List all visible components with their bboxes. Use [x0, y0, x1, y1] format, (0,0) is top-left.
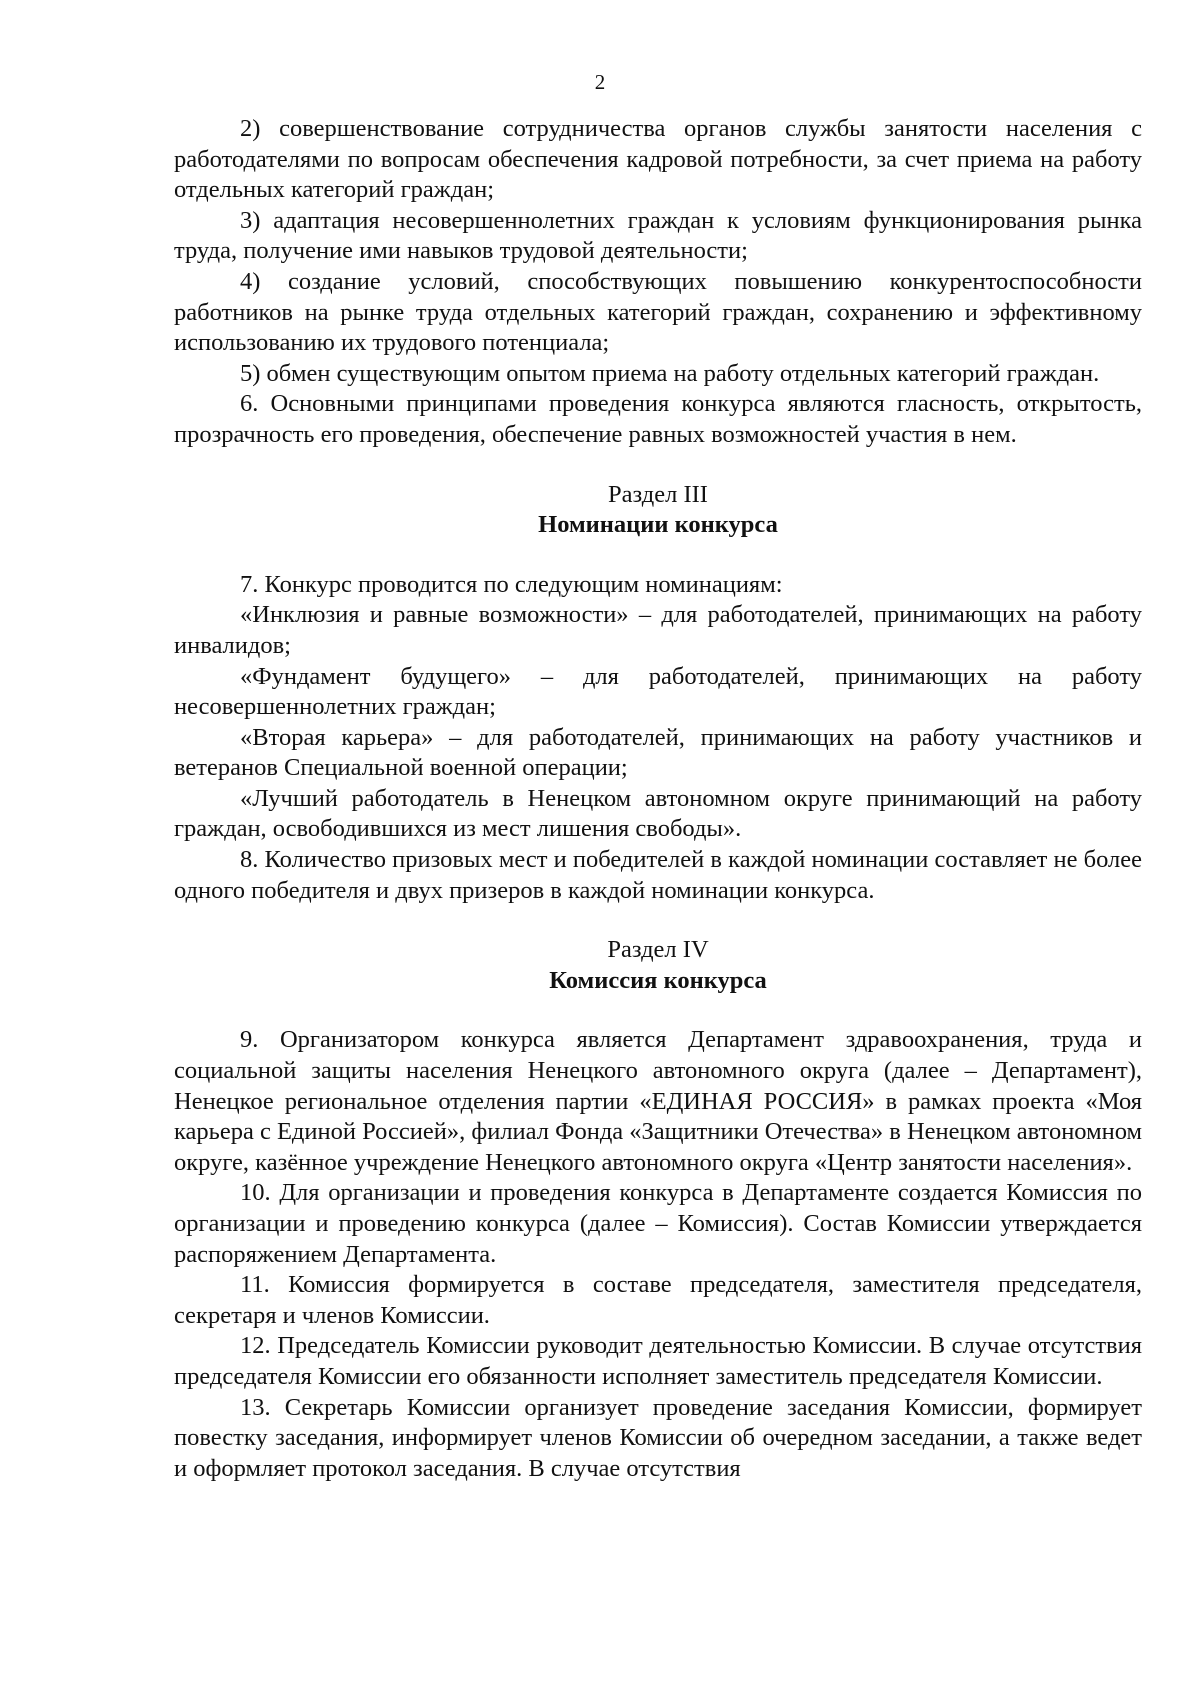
paragraph-7: 7. Конкурс проводится по следующим номинациям: — [240, 570, 783, 598]
paragraph-9: 9. Организатором конкурса является Департамент здравоохранения, труда и социальной защиты населения Ненецкого автономного округа (далее – Департамент), Ненецкое региональное отделения партии «ЕДИНАЯ РОССИЯ» в рамках проекта «Моя карьера с Единой Россией», филиал Фонда «Защитники Отечества» в Ненецком автономном округе, казённое учреждение Ненецкого автономного округа «Центр занятости населения». — [174, 1026, 1142, 1176]
section-4-label: Раздел IV — [607, 936, 709, 964]
nomination-inclusion: «Инклюзия и равные возможности» – для работодателей, принимающих на работу инвалидов; — [174, 601, 1142, 659]
paragraph-12: 12. Председатель Комиссии руководит деятельностью Комиссии. В случае отсутствия председателя Комиссии его обязанности исполняет заместитель председателя Комиссии. — [174, 1332, 1142, 1390]
paragraph-6: 6. Основными принципами проведения конкурса являются гласность, открытость, прозрачность его проведения, обеспечение равных возможностей участия в нем. — [174, 390, 1142, 448]
paragraph-item-2: 2) совершенствование сотрудничества органов службы занятости населения с работодателями по вопросам обеспечения кадровой потребности, за счет приема на работу отдельных категорий граждан; — [174, 115, 1142, 204]
nomination-best-employer: «Лучший работодатель в Ненецком автономном округе принимающий на работу граждан, освободившихся из мест лишения свободы». — [174, 784, 1142, 843]
paragraph-11: 11. Комиссия формируется в составе председателя, заместителя председателя, секретаря и членов Комиссии. — [174, 1271, 1142, 1329]
paragraph-item-3: 3) адаптация несовершеннолетних граждан к условиям функционирования рынка труда, получение ими навыков трудовой деятельности; — [174, 206, 1142, 265]
paragraph-item-4: 4) создание условий, способствующих повышению конкурентоспособности работников на рынке труда отдельных категорий граждан, сохранению и эффективному использованию их трудового потенциала; — [174, 267, 1142, 357]
document-body — [174, 114, 1142, 1484]
nomination-second-career: «Вторая карьера» – для работодателей, принимающих на работу участников и ветеранов Специальной военной операции; — [174, 723, 1142, 782]
spacer — [174, 906, 1142, 935]
spacer — [174, 451, 1142, 480]
paragraph-13: 13. Секретарь Комиссии организует проведение заседания Комиссии, формирует повестку заседания, информирует членов Комиссии об очередном заседании, а также ведет и оформляет протокол заседания. В случае отсутствия — [174, 1393, 1142, 1482]
section-3-label: Раздел III — [608, 480, 708, 508]
section-3-title: Номинации конкурса — [538, 511, 778, 539]
paragraph-10: 10. Для организации и проведения конкурса в Департаменте создается Комиссия по организации и проведению конкурса (далее – Комиссия). Состав Комиссии утверждается распоряжением Департамента. — [174, 1179, 1142, 1268]
paragraph-8: 8. Количество призовых мест и победителей в каждой номинации составляет не более одного победителя и двух призеров в каждой номинации конкурса. — [174, 846, 1142, 904]
spacer — [174, 541, 1142, 570]
paragraph-item-5: 5) обмен существующим опытом приема на работу отдельных категорий граждан. — [240, 359, 1100, 387]
spacer — [174, 996, 1142, 1025]
nomination-foundation: «Фундамент будущего» – для работодателей, принимающих на работу несовершеннолетних граждан; — [174, 662, 1142, 721]
section-4-title: Комиссия конкурса — [549, 966, 767, 994]
page-number: 2 — [594, 70, 606, 94]
